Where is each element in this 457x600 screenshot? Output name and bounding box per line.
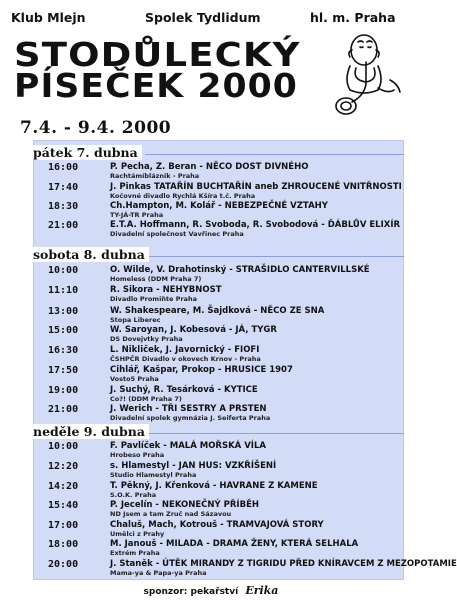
event-company: DS Dovejvtky Praha xyxy=(110,335,183,343)
organizer-klub-mlejn: Klub Mlejn xyxy=(11,10,86,25)
event-title: J. Werich - TŘI SESTRY A PRSTEN xyxy=(110,404,267,414)
event-time: 18:00 xyxy=(48,539,79,550)
event-row xyxy=(0,265,422,287)
event-company: Co?! (DDM Praha 7) xyxy=(110,395,182,403)
event-company: Stopa Liberec xyxy=(110,316,161,324)
event-time: 15:40 xyxy=(48,500,79,511)
event-row xyxy=(0,220,422,242)
event-company: Homeless (DDM Praha 7) xyxy=(110,275,202,283)
event-company: Divadelní společnost Vavřinec Praha xyxy=(110,230,244,238)
event-title: M. Janouš - MILADA - DRAMA ŽENY, KTERÁ SELHALA xyxy=(110,539,359,549)
event-title: Ch.Hampton, M. Kolář - NEBEZPEČNÉ VZTAHY xyxy=(110,201,328,211)
event-title: L. Nikliček, J. Javornický - FIOFI xyxy=(110,345,260,355)
event-time: 17:50 xyxy=(48,365,79,376)
event-title: P. Pecha, Z. Beran - NĚCO DOST DIVNÉHO xyxy=(110,162,309,172)
sponsor-brand: Erika xyxy=(245,584,279,597)
event-company: Mama-ya & Papa-ya Praha xyxy=(110,569,207,577)
event-title: Chaluš, Mach, Kotrouš - TRAMVAJOVÁ STORY xyxy=(110,520,324,530)
event-row xyxy=(0,345,422,367)
festival-dates: 7.4. - 9.4. 2000 xyxy=(20,118,172,138)
organizers xyxy=(0,10,422,28)
event-time: 20:00 xyxy=(48,559,79,570)
event-title: R. Sikora - NEHYBNOST xyxy=(110,285,222,295)
event-row xyxy=(0,162,422,184)
event-time: 17:40 xyxy=(48,182,79,193)
event-row xyxy=(0,500,422,522)
event-title: T. Pěkný, J. Křenková - HAVRANE Z KAMENE xyxy=(110,481,318,491)
event-title: J. Pinkas TATAŘÍN BUCHTAŘÍN aneb ZHROUCENÉ VNITŘNOSTI xyxy=(110,182,402,192)
sponsor-label: sponzor: pekařství xyxy=(143,587,239,597)
event-row xyxy=(0,539,422,561)
day-heading-sunday: neděle 9. dubna xyxy=(33,424,149,439)
trumpet-player-icon xyxy=(330,28,410,118)
event-row xyxy=(0,404,422,426)
festival-title-line-2: PÍSEČEK 2000 xyxy=(14,66,298,105)
event-row xyxy=(0,559,457,581)
event-time: 19:00 xyxy=(48,385,79,396)
event-row xyxy=(0,365,422,387)
event-title: Cihlář, Kašpar, Prokop - HRUSICE 1907 xyxy=(110,365,293,375)
event-time: 13:00 xyxy=(48,306,79,317)
event-company: S.O.K. Praha xyxy=(110,491,157,499)
organizer-spolek-tydlidum: Spolek Tydlidum xyxy=(145,10,261,25)
event-time: 11:10 xyxy=(48,285,79,296)
event-company: Umělci z Prahy xyxy=(110,530,165,538)
event-time: 18:30 xyxy=(48,201,79,212)
event-title: J. Staněk - ÚTĚK MIRANDY Z TIGRIDU PŘED KNÍRAVCEM Z MEZOPOTAMIE xyxy=(110,559,457,569)
day-heading-saturday: sobota 8. dubna xyxy=(33,247,149,262)
event-row xyxy=(0,461,422,483)
festival-title-line-1: STODŮLECKÝ xyxy=(14,35,301,74)
event-company: ČSHPČR Divadlo v okovech Krnov - Praha xyxy=(110,355,261,363)
event-company: Divadelní spolek gymnázia J. Seiferta Praha xyxy=(110,414,271,422)
organizer-hl-m-praha: hl. m. Praha xyxy=(310,10,396,25)
day-heading-friday: pátek 7. dubna xyxy=(33,145,142,160)
event-title: W. Saroyan, J. Kobesová - JÁ, TYGR xyxy=(110,325,277,335)
event-company: Extrém Praha xyxy=(110,549,160,557)
event-company: Kočovné divadlo Rychlá Kšíra t.č. Praha xyxy=(110,192,256,200)
event-company: Hrobeso Praha xyxy=(110,451,165,459)
event-title: P. Jecelín - NEKONEČNÝ PŘÍBĚH xyxy=(110,500,259,510)
event-company: TY-JÁ-TR Praha xyxy=(110,211,164,219)
event-title: F. Pavlíček - MALÁ MOŘSKÁ VÍLA xyxy=(110,441,266,451)
event-company: Rachtámíbláznik - Praha xyxy=(110,172,200,180)
event-title: O. Wilde, V. Drahotinský - STRAŠIDLO CANTERVILLSKÉ xyxy=(110,265,370,275)
event-time: 21:00 xyxy=(48,220,79,231)
event-row xyxy=(0,441,422,463)
day-rule-3 xyxy=(145,433,404,434)
event-time: 16:00 xyxy=(48,162,79,173)
sponsor-line xyxy=(0,584,422,597)
event-time: 14:20 xyxy=(48,481,79,492)
event-time: 21:00 xyxy=(48,404,79,415)
event-title: s. Hlamestyl - JAN HUS: VZKŘÍŠENÍ xyxy=(110,461,277,471)
event-title: J. Suchý, R. Tesárková - KYTICE xyxy=(110,385,258,395)
event-company: Divadlo Promiňte Praha xyxy=(110,295,198,303)
day-rule-2 xyxy=(145,256,404,257)
event-time: 15:00 xyxy=(48,325,79,336)
event-time: 17:00 xyxy=(48,520,79,531)
day-rule-1 xyxy=(145,154,404,155)
event-time: 12:20 xyxy=(48,461,79,472)
event-time: 10:00 xyxy=(48,265,79,276)
event-title: W. Shakespeare, M. Šajdková - NĚCO ZE SNA xyxy=(110,306,325,316)
event-company: Studio Hlamestyl Praha xyxy=(110,471,197,479)
event-title: E.T.A. Hoffmann, R. Svoboda, R. Svobodová - ĎÁBLŮV ELIXÍR xyxy=(110,220,401,230)
event-company: ND Jsem a tam Zruč nad Sázavou xyxy=(110,510,232,518)
event-row xyxy=(0,285,422,307)
event-company: Vosto5 Praha xyxy=(110,375,159,383)
event-time: 10:00 xyxy=(48,441,79,452)
event-time: 16:30 xyxy=(48,345,79,356)
event-row xyxy=(0,325,422,347)
